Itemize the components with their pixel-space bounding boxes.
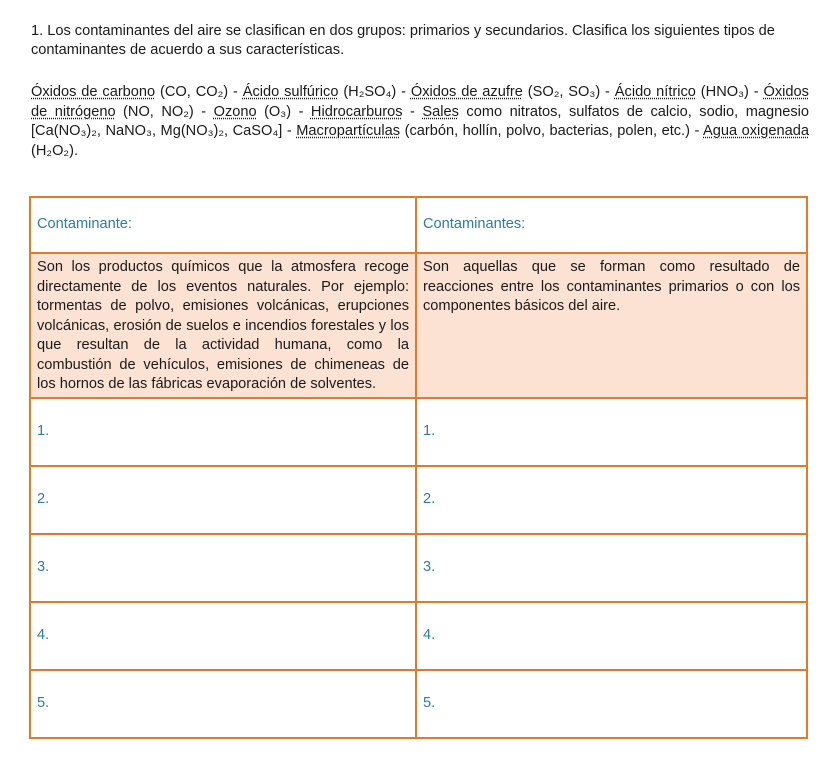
- primary-description: Son los productos químicos que la atmosfera recoge directamente de los eventos naturales. Por ejemplo: tormentas de polvo, emisiones volcánicas, erupciones volcánicas, erosión de suelos e incendios forestales y los que resultan de la actividad humana, como la combustión de vehículos, emisiones de chimeneas de los hornos de las fábricas evaporación de solventes.: [30, 253, 416, 398]
- pollutant-detail: (CO, CO₂): [155, 84, 229, 100]
- pollutant-name: Óxidos de nitrógeno: [31, 84, 809, 120]
- table-header-row: [30, 197, 807, 253]
- secondary-answer-cell[interactable]: 4.: [416, 602, 807, 670]
- pollutant-name: Macropartículas: [296, 123, 401, 139]
- answer-row: [30, 466, 807, 534]
- secondary-answer-cell[interactable]: 1.: [416, 398, 807, 466]
- pollutant-detail: (NO, NO₂): [115, 103, 194, 120]
- pollutant-list: Óxidos de carbono (CO, CO₂) - Ácido sulfúrico (H₂SO₄) - Óxidos de azufre (SO₂, SO₃) - Ácido nítrico (HNO₃) - Óxidos de nitrógeno (NO, NO₂) - Ozono (O₃) - Hidrocarburos - Sales como nitratos, sulfatos de calcio, sodio, magnesio [Ca(NO₃)₂, NaNO₃, Mg(NO₃)₂, CaSO₄] - Macropartículas (carbón, hollín, polvo, bacterias, polen, etc.) - Agua oxigenada (H₂O₂).: [31, 84, 809, 159]
- pollutant-name: Óxidos de carbono: [31, 84, 156, 100]
- primary-answer-cell[interactable]: 4.: [30, 602, 416, 670]
- secondary-description: Son aquellas que se forman como resultado de reacciones entre los contaminantes primarios o con los componentes básicos del aire.: [416, 253, 807, 398]
- pollutant-detail: (carbón, hollín, polvo, bacterias, polen, etc.): [400, 123, 690, 139]
- pollutant-name: Hidrocarburos: [310, 103, 403, 120]
- primary-answer-cell[interactable]: 3.: [30, 534, 416, 602]
- answer-row: [30, 398, 807, 466]
- pollutant-detail: (HNO₃): [695, 84, 749, 100]
- pollutant-name: Ácido nítrico: [614, 84, 696, 100]
- pollutant-detail: (H₂O₂).: [31, 142, 78, 159]
- pollutant-name: Óxidos de azufre: [410, 84, 523, 100]
- primary-answer-cell[interactable]: 1.: [30, 398, 416, 466]
- answer-row: [30, 670, 807, 738]
- pollutant-name: Sales: [422, 103, 459, 120]
- secondary-header: Contaminantes:: [416, 197, 807, 253]
- pollutant-detail: (SO₂, SO₃): [522, 84, 601, 100]
- pollutant-detail: como nitratos, sulfatos de calcio, sodio, magnesio [Ca(NO₃)₂, NaNO₃, Mg(NO₃)₂, CaSO₄]: [31, 103, 809, 139]
- classification-table: [29, 196, 808, 739]
- answer-row: [30, 534, 807, 602]
- primary-header: Contaminante:: [30, 197, 416, 253]
- pollutant-name: Ácido sulfúrico: [242, 84, 339, 100]
- answer-row: [30, 602, 807, 670]
- pollutant-detail: (H₂SO₄): [338, 84, 397, 100]
- description-row: [30, 253, 807, 398]
- pollutant-detail: (O₃): [256, 103, 292, 120]
- secondary-answer-cell[interactable]: 5.: [416, 670, 807, 738]
- secondary-answer-cell[interactable]: 2.: [416, 466, 807, 534]
- pollutant-name: Agua oxigenada: [703, 123, 809, 139]
- primary-answer-cell[interactable]: 2.: [30, 466, 416, 534]
- pollutant-name: Ozono: [213, 103, 257, 120]
- secondary-answer-cell[interactable]: 3.: [416, 534, 807, 602]
- primary-answer-cell[interactable]: 5.: [30, 670, 416, 738]
- exercise-instructions: 1. Los contaminantes del aire se clasifican en dos grupos: primarios y secundarios. Clasifica los siguientes tipos de contaminantes de acuerdo a sus características.: [31, 23, 775, 58]
